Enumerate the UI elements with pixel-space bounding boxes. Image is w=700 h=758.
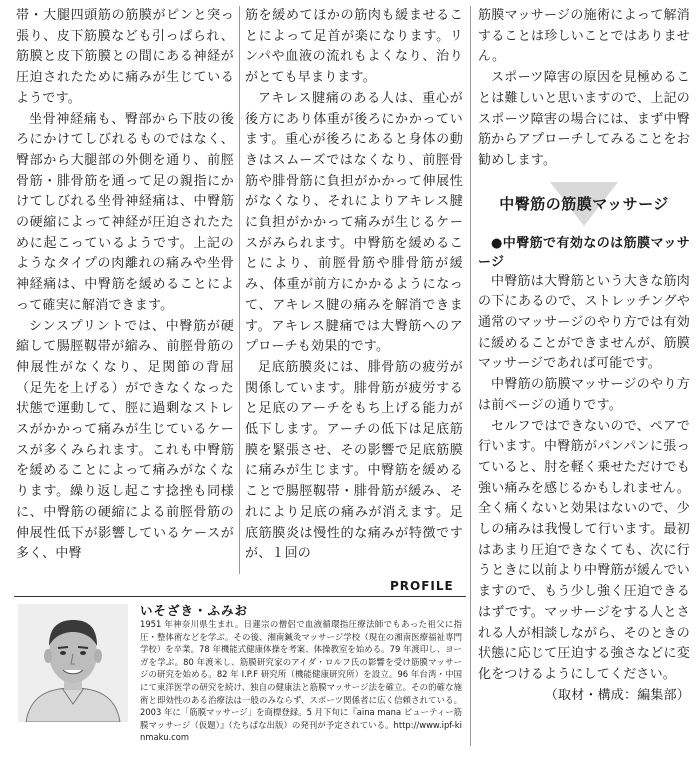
section-heading	[478, 184, 690, 226]
profile-label: PROFILE	[390, 579, 454, 593]
paragraph: セルフではできないので、ペアで行います。中臀筋がパンパンに張っていると、肘を軽く乗せただけでも強い痛みを感じるかもしれません。全く痛くないと効果はないので、少しの痛みは我慢して行います。最初はあまり圧迫できなくても、次に行うときに以前より中臀筋が緩んでいますので、もう少し強く圧迫できるはずです。マッサージをする人とされる人が相談しながら、そのときの状態に応じて圧迫する強さなどに変化をつけるようにしてください。	[478, 418, 690, 682]
section-title: 中臀筋の筋膜マッサージ	[499, 195, 669, 214]
paragraph: 坐骨神経痛も、臀部から下肢の後ろにかけてしびれるものではなく、臀部から大腿部の外側を通り、前脛骨筋・腓骨筋を通って足の親指にかけてしびれる坐骨神経痛は、中臀筋の硬縮によって神経が圧迫されたために起こっているようです。上記のようなタイプの肉離れの痛みや坐骨神経痛は、中臀筋を緩めることによって確実に解消できます。	[16, 111, 234, 313]
paragraph: シンスプリントでは、中臀筋が硬縮して腸脛靱帯が縮み、前脛骨筋の伸展性がなくなり、足関節の背屈（足先を上げる）ができなくなった状態で運動して、脛に過剰なストレスがかかって痛みが生じているケースが多くみられます。これも中臀筋を緩めることによって痛みがなくなります。繰り返し起こす捻挫も同様に、中臀筋の硬縮による前脛骨筋の伸展性低下が影響しているケースが多く、中臀	[16, 318, 234, 562]
paragraph: 足底筋膜炎には、腓骨筋の疲労が関係しています。腓骨筋が疲労すると足底のアーチをもち上げる能力が低下します。アーチの低下は足底筋膜を緊張させ、その影響で足底筋膜に痛みが生じます。中臀筋を緩めることで腸脛靱帯・腓骨筋が緩み、それにより足底の痛みが消えます。足底筋膜炎は慢性的な痛みが特徴ですが、１回の	[245, 359, 463, 562]
text-column-2	[245, 6, 463, 565]
paragraph: アキレス腱痛のある人は、重心が後方にあり体重が後ろにかかっています。重心が後ろにあると身体の動きはスムーズではなくなり、前脛骨筋や腓骨筋に負担がかかって伸展性がなくなり、それによりアキレス腱に負担がかかって痛みが生じるケースがみられます。中臀筋を緩めることにより、前脛骨筋や腓骨筋が緩み、体重が前方にかかるようになって、アキレス腱の痛みを解消できます。アキレス腱痛では大臀筋へのアプローチも効果的です。	[245, 90, 463, 355]
column-divider	[470, 6, 471, 746]
portrait-icon	[18, 604, 128, 722]
paragraph: 中臀筋の筋膜マッサージのやり方は前ページの通りです。	[478, 377, 690, 413]
profile-divider	[14, 596, 466, 597]
text-column-1	[16, 6, 234, 565]
sub-heading: ●中臀筋で有効なのは筋膜マッサージ	[478, 235, 690, 270]
text-column-3	[478, 6, 690, 706]
editorial-credit: （取材・構成：編集部）	[544, 687, 690, 703]
author-bio: 1951 年神奈川県生まれ。日蓮宗の僧侶で血液循環指圧療法師でもあった祖父に指圧・整体術などを学ぶ。その後、湘南鍼灸マッサージ学校（現在の湘南医療福祉専門学校）を卒業。78 年機能式健康体操を考案、体操教室を始める。79 年渡印し、ヨーガを学ぶ。80 年渡米し、筋膜研究家のアイダ・ロルフ氏の影響を受け筋膜マッサージの研究を始める。82 年 I.P.F 研究所（機能健康研究所）を設立。96 年台湾・中国にて東洋医学の研究を続け、独自の健康法と筋膜マッサージ法を確立。その的確な施術と即効性のある治療法は一般のみならず、スポーツ関係者に広く信頼されている。2003 年に「筋膜マッサージ」を商標登録。5 月下旬に『aina mana ビューティー筋膜マッサージ（仮題）』（たちばな出版）の発刊が予定されている。http://www.ipf-kinmaku.com	[140, 619, 462, 743]
paragraph: スポーツ障害の原因を見極めることは難しいと思いますので、上記のスポーツ障害の場合には、まず中臀筋からアプローチしてみることをお勧めします。	[478, 70, 690, 168]
paragraph: 筋を緩めてほかの筋肉も緩ませることによって足首が楽になります。リンパや血液の流れもよくなり、治りがとても早まります。	[245, 8, 463, 86]
paragraph: 筋膜マッサージの施術によって解消することは珍しいことではありません。	[478, 8, 690, 65]
author-photo	[18, 604, 128, 722]
column-divider	[239, 6, 240, 574]
paragraph: 中臀筋は大臀筋という大きな筋肉の下にあるので、ストレッチングや通常のマッサージのやり方では有効に緩めることができませんが、筋膜マッサージであれば可能です。	[478, 273, 690, 372]
author-name: いそざき・ふみお	[140, 603, 249, 618]
paragraph: 帯・大腿四頭筋の筋膜がピンと突っ張り、皮下筋膜なども引っぱられ、筋膜と皮下筋膜との間にある神経が圧迫されたために痛みが生じているようです。	[16, 8, 234, 106]
